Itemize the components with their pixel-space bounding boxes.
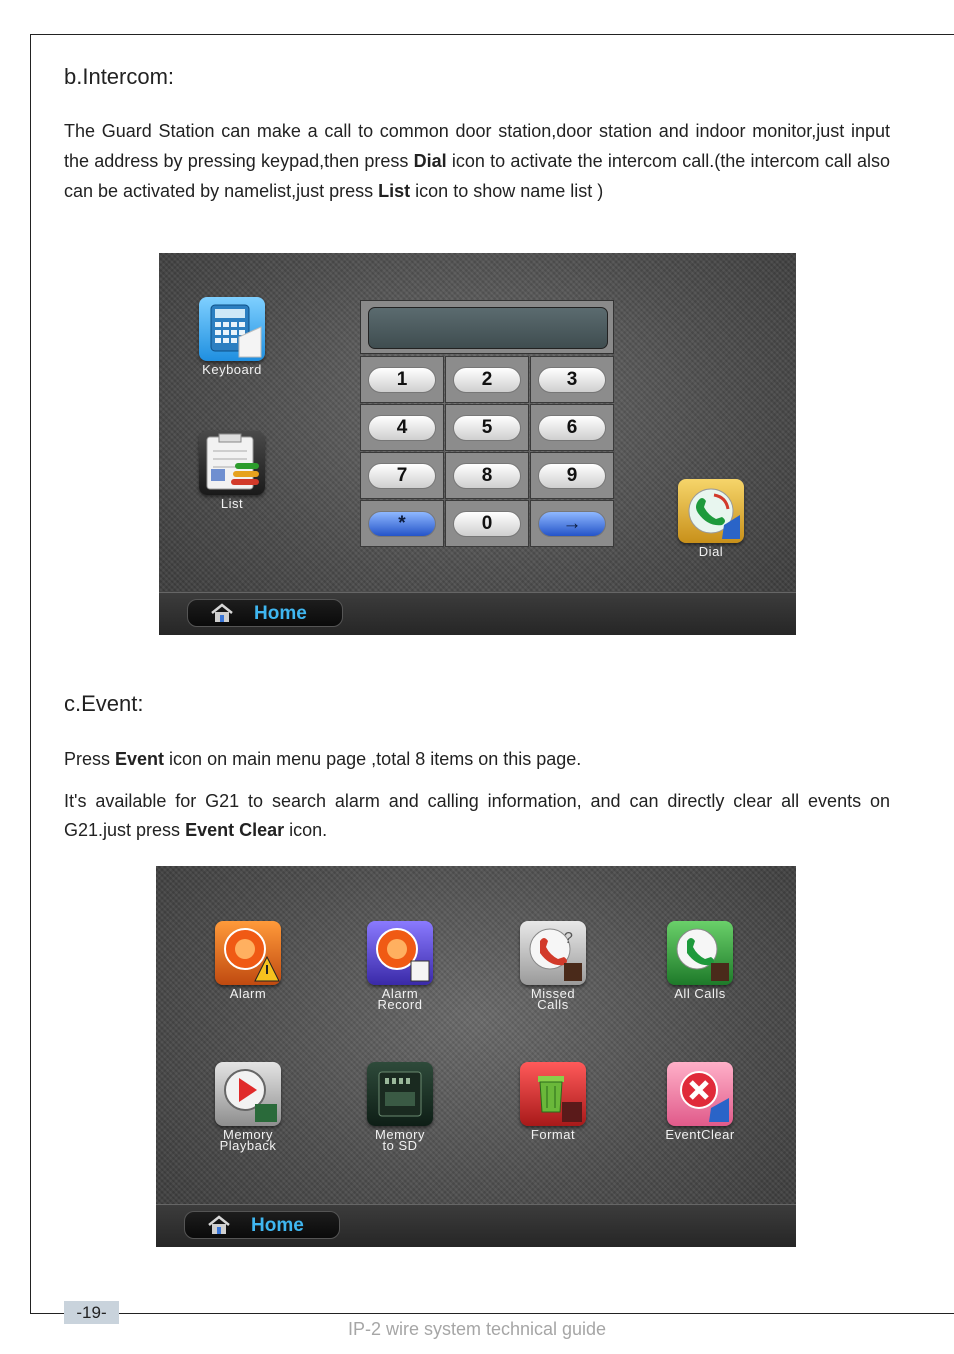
- format-app[interactable]: [503, 1062, 603, 1140]
- key-9[interactable]: [530, 452, 614, 499]
- memory-to-sd-label-2: to SD: [382, 1138, 418, 1153]
- intercom-text-1: The Guard Station can make a call to common door station,door station and indoor monitor,just input the address by pressing keypad,then press: [64, 121, 890, 171]
- key-7[interactable]: [360, 452, 444, 499]
- trash-icon: [520, 1062, 586, 1126]
- missed-calls-label: [503, 988, 603, 1010]
- list-label: List: [220, 496, 244, 511]
- intercom-screen: [159, 253, 796, 635]
- missed-calls-label-2: Calls: [537, 997, 569, 1012]
- list-icon: [199, 431, 265, 495]
- key-9-label: 9: [538, 463, 606, 489]
- key-2-label: 2: [453, 367, 521, 393]
- alarm-icon: [215, 921, 281, 985]
- alarm-label: Alarm: [229, 986, 267, 1001]
- key-6[interactable]: [530, 404, 614, 451]
- key-3[interactable]: [530, 356, 614, 403]
- key-4[interactable]: [360, 404, 444, 451]
- dial-bold: Dial: [413, 151, 447, 171]
- all-calls-label: All Calls: [674, 986, 726, 1001]
- address-display: [360, 300, 614, 354]
- intercom-heading: b.Intercom:: [64, 64, 175, 89]
- home-icon: [207, 1215, 231, 1235]
- event-text-2a: It's available for G21 to search alarm and calling information, and can directly clear all events on G21.just press: [64, 791, 890, 840]
- keypad: [360, 300, 616, 548]
- key-8-label: 8: [453, 463, 521, 489]
- key-0[interactable]: [445, 500, 529, 547]
- key-3-label: 3: [538, 367, 606, 393]
- missed-calls-app[interactable]: [503, 921, 603, 1010]
- key-5-label: 5: [453, 415, 521, 441]
- alarm-record-label-1: Alarm: [381, 986, 419, 1001]
- intercom-paragraph: [64, 116, 890, 206]
- event-clear-bold: Event Clear: [185, 820, 285, 840]
- all-calls-icon: [667, 921, 733, 985]
- sd-card-icon: [367, 1062, 433, 1126]
- key-4-label: 4: [368, 415, 436, 441]
- key-star[interactable]: [360, 500, 444, 547]
- alarm-record-app[interactable]: [350, 921, 450, 1010]
- event-bold: Event: [115, 749, 165, 769]
- dial-app[interactable]: [661, 479, 761, 557]
- event-clear-app[interactable]: [650, 1062, 750, 1140]
- intercom-home-bar: [159, 592, 796, 635]
- alarm-record-label-2: Record: [377, 997, 423, 1012]
- memory-playback-app[interactable]: [198, 1062, 298, 1151]
- home-label: Home: [254, 603, 307, 624]
- event-home-bar: [156, 1204, 796, 1247]
- missed-calls-icon: [520, 921, 586, 985]
- list-app[interactable]: [182, 431, 282, 509]
- event-line-2: [64, 787, 890, 845]
- key-enter[interactable]: [530, 500, 614, 547]
- event-text-1a: Press: [64, 749, 116, 769]
- playback-icon: [215, 1062, 281, 1126]
- keyboard-app[interactable]: [182, 297, 282, 375]
- key-2[interactable]: [445, 356, 529, 403]
- memory-to-sd-label: [350, 1129, 450, 1151]
- calculator-icon: [199, 297, 265, 361]
- all-calls-app[interactable]: [650, 921, 750, 999]
- event-clear-icon: [667, 1062, 733, 1126]
- footer-title: IP-2 wire system technical guide: [347, 1319, 607, 1339]
- key-star-label: *: [368, 511, 436, 537]
- memory-to-sd-label-1: Memory: [375, 1127, 425, 1142]
- key-7-label: 7: [368, 463, 436, 489]
- intercom-text-3: icon to show name list ): [410, 181, 604, 201]
- event-heading: c.Event:: [64, 691, 144, 716]
- format-label: Format: [530, 1127, 576, 1142]
- memory-to-sd-app[interactable]: [350, 1062, 450, 1151]
- alarm-record-label: [350, 988, 450, 1010]
- missed-calls-label-1: Missed: [530, 986, 576, 1001]
- phone-dial-icon: [678, 479, 744, 543]
- alarm-record-icon: [367, 921, 433, 985]
- key-0-label: 0: [453, 511, 521, 537]
- page-number: -19-: [64, 1301, 119, 1324]
- event-text-1b: icon on main menu page ,total 8 items on this page.: [164, 749, 582, 769]
- memory-playback-label-1: Memory: [223, 1127, 273, 1142]
- home-button[interactable]: [187, 599, 343, 627]
- event-clear-label: EventClear: [665, 1127, 735, 1142]
- home-label: Home: [251, 1215, 304, 1236]
- intercom-text-2: icon to activate the intercom call.(the intercom call also can be activated by namelist,just press: [64, 151, 890, 201]
- arrow-right-icon: →: [538, 511, 606, 537]
- home-icon: [210, 603, 234, 623]
- dial-label: Dial: [698, 544, 724, 559]
- address-display-window[interactable]: [368, 307, 608, 349]
- event-screen: [156, 866, 796, 1247]
- memory-playback-label: [198, 1129, 298, 1151]
- keyboard-label: Keyboard: [202, 362, 262, 377]
- home-button[interactable]: [184, 1211, 340, 1239]
- event-text-2b: icon.: [284, 820, 328, 840]
- key-1[interactable]: [360, 356, 444, 403]
- key-1-label: 1: [368, 367, 436, 393]
- key-8[interactable]: [445, 452, 529, 499]
- svg-text:?: ?: [564, 930, 573, 947]
- alarm-app[interactable]: [198, 921, 298, 999]
- event-line-1: [64, 744, 890, 774]
- key-6-label: 6: [538, 415, 606, 441]
- key-5[interactable]: [445, 404, 529, 451]
- memory-playback-label-2: Playback: [219, 1138, 277, 1153]
- list-bold: List: [378, 181, 411, 201]
